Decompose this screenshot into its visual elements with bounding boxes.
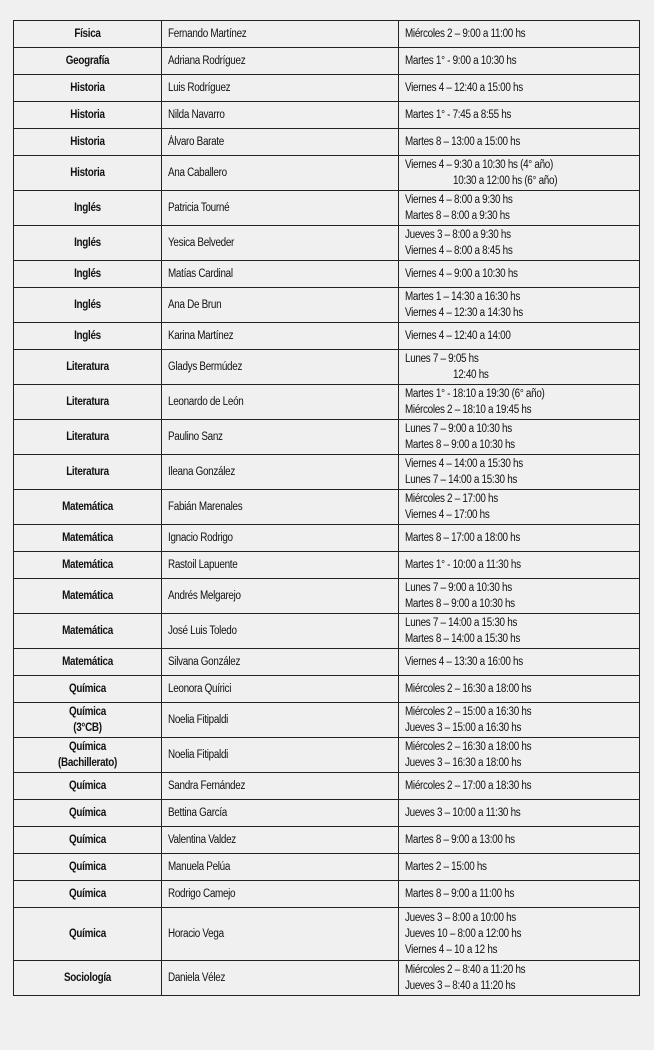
teacher-cell — [162, 226, 399, 261]
table-row — [14, 738, 640, 773]
schedule-line: Miércoles 2 – 17:00 a 18:30 hs — [405, 780, 532, 792]
schedule-cell — [399, 908, 640, 961]
table-row — [14, 552, 640, 579]
schedule-cell — [399, 420, 640, 455]
teacher-name: José Luis Toledo — [168, 625, 237, 637]
schedule-cell — [399, 48, 640, 75]
subject-text: Historia — [70, 136, 105, 148]
teacher-cell — [162, 854, 399, 881]
schedule-line: Martes 1 – 14:30 a 16:30 hs — [405, 291, 521, 303]
subject-cell — [14, 614, 162, 649]
schedule-line: Viernes 4 – 12:30 a 14:30 hs — [405, 307, 523, 319]
subject-cell — [14, 579, 162, 614]
subject-cell — [14, 525, 162, 552]
subject-text: (Bachillerato) — [58, 757, 117, 769]
subject-cell — [14, 881, 162, 908]
subject-cell — [14, 455, 162, 490]
subject-text: Matemática — [62, 532, 113, 544]
schedule-document — [13, 20, 639, 996]
teacher-cell — [162, 288, 399, 323]
teacher-name: Patricia Tourné — [168, 202, 230, 214]
subject-text: Historia — [70, 82, 105, 94]
schedule-cell — [399, 703, 640, 738]
teacher-name: Nilda Navarro — [168, 109, 225, 121]
subject-cell — [14, 773, 162, 800]
subject-cell — [14, 323, 162, 350]
subject-text: Matemática — [62, 501, 113, 513]
subject-cell — [14, 191, 162, 226]
teacher-cell — [162, 455, 399, 490]
schedule-line: Viernes 4 – 10 a 12 hs — [405, 944, 498, 956]
subject-cell — [14, 854, 162, 881]
subject-cell — [14, 385, 162, 420]
schedule-cell — [399, 455, 640, 490]
teacher-cell — [162, 21, 399, 48]
schedule-cell — [399, 490, 640, 525]
subject-cell — [14, 676, 162, 703]
teacher-cell — [162, 800, 399, 827]
schedule-cell — [399, 552, 640, 579]
teacher-cell — [162, 552, 399, 579]
teacher-cell — [162, 191, 399, 226]
schedule-cell — [399, 738, 640, 773]
schedule-line: Viernes 4 – 12:40 a 15:00 hs — [405, 82, 523, 94]
table-row — [14, 191, 640, 226]
table-row — [14, 676, 640, 703]
schedule-cell — [399, 961, 640, 996]
teacher-cell — [162, 738, 399, 773]
table-row — [14, 420, 640, 455]
subject-text: (3°CB) — [73, 722, 102, 734]
table-row — [14, 525, 640, 552]
subject-cell — [14, 288, 162, 323]
schedule-cell — [399, 156, 640, 191]
teacher-cell — [162, 350, 399, 385]
teacher-cell — [162, 420, 399, 455]
schedule-line: Miércoles 2 – 15:00 a 16:30 hs — [405, 706, 532, 718]
schedule-cell — [399, 350, 640, 385]
teacher-name: Rodrigo Camejo — [168, 888, 236, 900]
subject-text: Matemática — [62, 590, 113, 602]
teacher-name: Valentina Valdez — [168, 834, 236, 846]
table-row — [14, 102, 640, 129]
schedule-line: Miércoles 2 – 16:30 a 18:00 hs — [405, 741, 532, 753]
schedule-cell — [399, 800, 640, 827]
subject-cell — [14, 156, 162, 191]
subject-text: Química — [69, 807, 106, 819]
table-body — [14, 21, 640, 996]
teacher-cell — [162, 525, 399, 552]
table-row — [14, 129, 640, 156]
schedule-line: Viernes 4 – 12:40 a 14:00 — [405, 330, 511, 342]
teacher-cell — [162, 676, 399, 703]
teacher-name: Fabián Marenales — [168, 501, 243, 513]
schedule-line: Viernes 4 – 8:00 a 8:45 hs — [405, 245, 513, 257]
subject-text: Inglés — [74, 330, 101, 342]
schedule-cell — [399, 827, 640, 854]
schedule-line: Miércoles 2 – 9:00 a 11:00 hs — [405, 28, 526, 40]
schedule-cell — [399, 385, 640, 420]
schedule-line: Jueves 3 – 8:00 a 9:30 hs — [405, 229, 511, 241]
schedule-line: Miércoles 2 – 18:10 a 19:45 hs — [405, 404, 532, 416]
schedule-line: Martes 8 – 9:00 a 10:30 hs — [405, 598, 515, 610]
subject-text: Literatura — [66, 431, 109, 443]
subject-cell — [14, 490, 162, 525]
teacher-name: Gladys Bermúdez — [168, 361, 243, 373]
subject-cell — [14, 21, 162, 48]
subject-cell — [14, 226, 162, 261]
teacher-cell — [162, 385, 399, 420]
table-row — [14, 156, 640, 191]
subject-cell — [14, 261, 162, 288]
subject-text: Sociología — [63, 972, 112, 984]
subject-text: Química — [69, 706, 106, 718]
subject-cell — [14, 420, 162, 455]
teacher-name: Yesica Belveder — [168, 237, 235, 249]
teacher-name: Sandra Fernández — [168, 780, 246, 792]
schedule-cell — [399, 288, 640, 323]
teacher-name: Matías Cardinal — [168, 268, 233, 280]
teacher-cell — [162, 614, 399, 649]
teacher-name: Silvana González — [168, 656, 241, 668]
schedule-line: Martes 8 – 14:00 a 15:30 hs — [405, 633, 521, 645]
table-row — [14, 881, 640, 908]
schedule-cell — [399, 676, 640, 703]
schedule-line: Miércoles 2 – 16:30 a 18:00 hs — [405, 683, 532, 695]
subject-cell — [14, 102, 162, 129]
subject-text: Literatura — [66, 396, 109, 408]
subject-cell — [14, 908, 162, 961]
subject-text: Inglés — [74, 237, 101, 249]
teacher-cell — [162, 827, 399, 854]
teacher-cell — [162, 881, 399, 908]
teacher-name: Bettina García — [168, 807, 228, 819]
teacher-cell — [162, 261, 399, 288]
teacher-cell — [162, 908, 399, 961]
schedule-line: Martes 8 – 17:00 a 18:00 hs — [405, 532, 521, 544]
subject-cell — [14, 649, 162, 676]
schedule-line: Martes 1° - 10:00 a 11:30 hs — [405, 559, 521, 571]
teacher-name: Ana Caballero — [168, 167, 227, 179]
schedule-line: 12:40 hs — [453, 369, 489, 381]
teacher-name: Horacio Vega — [168, 928, 224, 940]
table-row — [14, 961, 640, 996]
subject-cell — [14, 75, 162, 102]
schedule-line: Jueves 3 – 8:40 a 11:20 hs — [405, 980, 516, 992]
schedule-line: Martes 1° - 18:10 a 19:30 (6° año) — [405, 388, 545, 400]
table-row — [14, 773, 640, 800]
schedule-cell — [399, 854, 640, 881]
schedule-cell — [399, 773, 640, 800]
table-row — [14, 48, 640, 75]
schedule-cell — [399, 261, 640, 288]
teacher-name: Ignacio Rodrigo — [168, 532, 233, 544]
schedule-line: Viernes 4 – 9:30 a 10:30 hs (4° año) — [405, 159, 554, 171]
schedule-cell — [399, 226, 640, 261]
schedule-cell — [399, 525, 640, 552]
schedule-line: Miércoles 2 – 8:40 a 11:20 hs — [405, 964, 526, 976]
subject-cell — [14, 703, 162, 738]
table-row — [14, 649, 640, 676]
teacher-cell — [162, 961, 399, 996]
schedule-line: Lunes 7 – 14:00 a 15:30 hs — [405, 617, 518, 629]
schedule-line: 10:30 a 12:00 hs (6° año) — [453, 175, 558, 187]
table-row — [14, 75, 640, 102]
teacher-cell — [162, 490, 399, 525]
teacher-name: Andrés Melgarejo — [168, 590, 241, 602]
teacher-cell — [162, 75, 399, 102]
subject-text: Química — [69, 861, 106, 873]
teacher-cell — [162, 323, 399, 350]
subject-cell — [14, 129, 162, 156]
subject-text: Inglés — [74, 299, 101, 311]
schedule-cell — [399, 129, 640, 156]
table-row — [14, 385, 640, 420]
subject-text: Química — [69, 834, 106, 846]
subject-text: Química — [69, 683, 106, 695]
schedule-line: Viernes 4 – 9:00 a 10:30 hs — [405, 268, 518, 280]
subject-cell — [14, 350, 162, 385]
schedule-line: Viernes 4 – 14:00 a 15:30 hs — [405, 458, 523, 470]
subject-cell — [14, 48, 162, 75]
table-row — [14, 490, 640, 525]
teacher-cell — [162, 48, 399, 75]
schedule-line: Martes 2 – 15:00 hs — [405, 861, 487, 873]
schedule-line: Lunes 7 – 9:00 a 10:30 hs — [405, 582, 512, 594]
teacher-name: Rastoil Lapuente — [168, 559, 238, 571]
schedule-line: Viernes 4 – 17:00 hs — [405, 509, 490, 521]
teacher-name: Noelia Fitipaldi — [168, 749, 229, 761]
subject-text: Química — [69, 888, 106, 900]
teacher-name: Manuela Pelúa — [168, 861, 231, 873]
schedule-cell — [399, 102, 640, 129]
subject-text: Inglés — [74, 202, 101, 214]
schedule-line: Lunes 7 – 9:05 hs — [405, 353, 479, 365]
teacher-name: Leonora Quírici — [168, 683, 232, 695]
schedule-line: Viernes 4 – 8:00 a 9:30 hs — [405, 194, 513, 206]
subject-text: Física — [74, 28, 101, 40]
table-row — [14, 350, 640, 385]
subject-text: Literatura — [66, 466, 109, 478]
teacher-name: Ileana González — [168, 466, 235, 478]
teacher-cell — [162, 579, 399, 614]
schedule-cell — [399, 75, 640, 102]
teacher-name: Paulino Sanz — [168, 431, 223, 443]
subject-cell — [14, 552, 162, 579]
schedule-line: Martes 8 – 9:00 a 10:30 hs — [405, 439, 515, 451]
schedule-cell — [399, 579, 640, 614]
table-row — [14, 261, 640, 288]
subject-cell — [14, 961, 162, 996]
teacher-cell — [162, 773, 399, 800]
subject-text: Química — [69, 928, 106, 940]
table-row — [14, 579, 640, 614]
table-row — [14, 21, 640, 48]
subject-text: Matemática — [62, 625, 113, 637]
schedule-line: Martes 1° - 7:45 a 8:55 hs — [405, 109, 512, 121]
subject-text: Geografía — [65, 55, 110, 67]
schedule-line: Miércoles 2 – 17:00 hs — [405, 493, 498, 505]
table-row — [14, 908, 640, 961]
subject-cell — [14, 738, 162, 773]
schedule-line: Jueves 3 – 16:30 a 18:00 hs — [405, 757, 522, 769]
schedule-cell — [399, 614, 640, 649]
schedule-line: Jueves 10 – 8:00 a 12:00 hs — [405, 928, 522, 940]
subject-cell — [14, 800, 162, 827]
table-row — [14, 323, 640, 350]
teacher-name: Álvaro Barate — [168, 136, 225, 148]
teacher-cell — [162, 703, 399, 738]
subject-text: Literatura — [66, 361, 109, 373]
schedule-cell — [399, 881, 640, 908]
schedule-line: Martes 8 – 9:00 a 13:00 hs — [405, 834, 515, 846]
schedule-cell — [399, 21, 640, 48]
table-row — [14, 800, 640, 827]
teacher-cell — [162, 156, 399, 191]
subject-text: Matemática — [62, 559, 113, 571]
schedule-line: Jueves 3 – 15:00 a 16:30 hs — [405, 722, 522, 734]
schedule-line: Lunes 7 – 9:00 a 10:30 hs — [405, 423, 512, 435]
schedule-line: Jueves 3 – 10:00 a 11:30 hs — [405, 807, 521, 819]
subject-text: Química — [69, 780, 106, 792]
subject-cell — [14, 827, 162, 854]
teacher-name: Fernando Martínez — [168, 28, 247, 40]
teacher-name: Adriana Rodríguez — [168, 55, 246, 67]
schedule-line: Martes 1° - 9:00 a 10:30 hs — [405, 55, 517, 67]
table-row — [14, 703, 640, 738]
schedule-line: Jueves 3 – 8:00 a 10:00 hs — [405, 912, 516, 924]
schedule-line: Lunes 7 – 14:00 a 15:30 hs — [405, 474, 518, 486]
subject-text: Química — [69, 741, 106, 753]
schedule-line: Viernes 4 – 13:30 a 16:00 hs — [405, 656, 523, 668]
schedule-line: Martes 8 – 13:00 a 15:00 hs — [405, 136, 521, 148]
table-row — [14, 827, 640, 854]
subject-text: Historia — [70, 167, 105, 179]
subject-text: Inglés — [74, 268, 101, 280]
teacher-name: Luis Rodríguez — [168, 82, 231, 94]
table-row — [14, 226, 640, 261]
schedule-cell — [399, 323, 640, 350]
teacher-cell — [162, 129, 399, 156]
teacher-name: Daniela Vélez — [168, 972, 226, 984]
table-row — [14, 455, 640, 490]
table-row — [14, 854, 640, 881]
schedule-line: Martes 8 – 9:00 a 11:00 hs — [405, 888, 515, 900]
schedule-cell — [399, 649, 640, 676]
table-row — [14, 288, 640, 323]
subject-text: Matemática — [62, 656, 113, 668]
teacher-cell — [162, 649, 399, 676]
teacher-cell — [162, 102, 399, 129]
teacher-name: Karina Martínez — [168, 330, 234, 342]
teacher-name: Leonardo de León — [168, 396, 244, 408]
schedule-cell — [399, 191, 640, 226]
teacher-name: Noelia Fitipaldi — [168, 714, 229, 726]
table-row — [14, 614, 640, 649]
subject-text: Historia — [70, 109, 105, 121]
teacher-schedule-table — [13, 20, 640, 996]
schedule-line: Martes 8 – 8:00 a 9:30 hs — [405, 210, 510, 222]
teacher-name: Ana De Brun — [168, 299, 222, 311]
